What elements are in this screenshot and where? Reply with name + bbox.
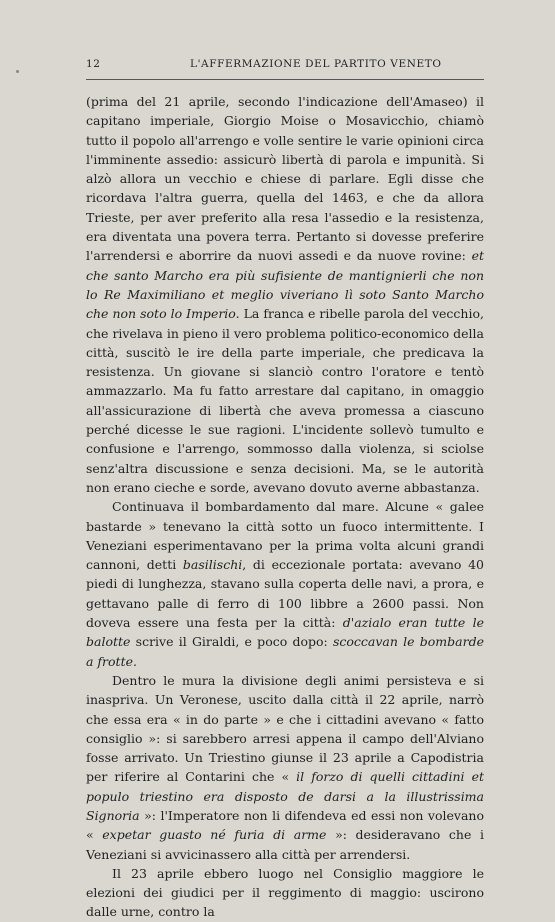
paragraph <box>86 671 484 864</box>
italic-segment: scoccavan le bombarde a frotte. <box>86 634 484 669</box>
italic-segment: et che santo Marcho era più sufisiente de mantignierli che non lo Re Maximiliano et meglio viveriano lì soto Santo Marcho che non soto lo Imperio. <box>86 248 484 322</box>
text-segment: »: l'Imperatore non li difendeva ed essi non volevano « <box>86 807 484 843</box>
paragraph <box>86 92 484 497</box>
text-segment: , di eccezionale portata: avevano 40 piedi di lunghezza, stavano sulla coperta delle navi, a prora, e gettavano palle di ferro di 100 libbre a 2600 passi. Non doveva essere una festa per la città: <box>86 557 485 631</box>
paragraph <box>86 497 484 671</box>
italic-segment: d'azialo eran tutte le balotte <box>86 615 484 650</box>
text-segment: scrive il Giraldi, e poco dopo: <box>130 634 333 650</box>
page-number: 12 <box>86 58 101 70</box>
running-head: L'AFFERMAZIONE DEL PARTITO VENETO <box>190 58 442 70</box>
body-text <box>86 92 484 922</box>
text-segment: La franca e ribelle parola del vecchio, che rivelava in pieno il vero problema politico-economico della città, suscitò le ire della parte imperiale, che predicava la resistenza. Un giovane si slanciò contro l'oratore e tentò ammazzarlo. Ma fu fatto arrestare dal capitano, in omaggio all'assicurazione di libertà che aveva promessa a ciascuno perché dicesse le sue ragioni. L'incidente sollevò tumulto e confusione e l'arrengo, sommosso dalla violenza, si sciolse senz'altra discussione e senza decisioni. Ma, se le autorità non erano cieche e sorde, avevano dovuto averne abbastanza. <box>86 306 484 495</box>
text-segment: »: desideravano che i Veneziani si avvicinassero alla città per arrendersi. <box>86 827 484 862</box>
italic-segment: basilischi <box>182 557 243 573</box>
page-header <box>86 58 484 76</box>
text-segment: Continuava il bombardamento dal mare. Alcune « galee bastarde » tenevano la città sotto un fuoco intermittente. I Veneziani esperimentavano per la prima volta alcuni grandi cannoni, detti <box>86 499 484 573</box>
italic-segment: il forzo di quelli cittadini et populo triestino era disposto de darsi a la illustrissima Signoria <box>86 769 484 823</box>
italic-segment: expetar guasto né furia di arme <box>102 827 327 843</box>
paragraph <box>86 864 484 922</box>
text-segment: Dentro le mura la divisione degli animi persisteva e si inaspriva. Un Veronese, uscito dalla città il 22 aprile, narrò che essa era « in do parte » e che i cittadini avevano « fatto consiglio »: si sarebbero arresi appena il campo dell'Alviano fosse arrivato. Un Triestino giunse il 23 aprile a Capodistria per riferire al Contarini che « <box>86 672 484 785</box>
margin-speck <box>16 70 19 73</box>
text-segment: Il 23 aprile ebbero luogo nel Consiglio maggiore le elezioni dei giudici per il reggimento di maggio: uscirono dalle urne, contro la <box>86 865 484 920</box>
text-segment: (prima del 21 aprile, secondo l'indicazione dell'Amaseo) il capitano imperiale, Giorgio Moise o Mosavicchio, chiamò tutto il popolo all'arrengo e volle sentire le varie opinioni circa l'imminente assedio: assicurò libertà di parola e impunità. Si alzò allora un vecchio e chiese di parlare. Egli disse che ricordava l'altra guerra, quella del 1463, e che da allora Trieste, per aver preferito alla resa l'assedio e la resistenza, era diventata una povera terra. Pertanto si dovesse preferire l'arrendersi e aborrire da nuovi assedi e da nuove rovine: <box>86 94 484 264</box>
header-rule <box>86 79 484 80</box>
